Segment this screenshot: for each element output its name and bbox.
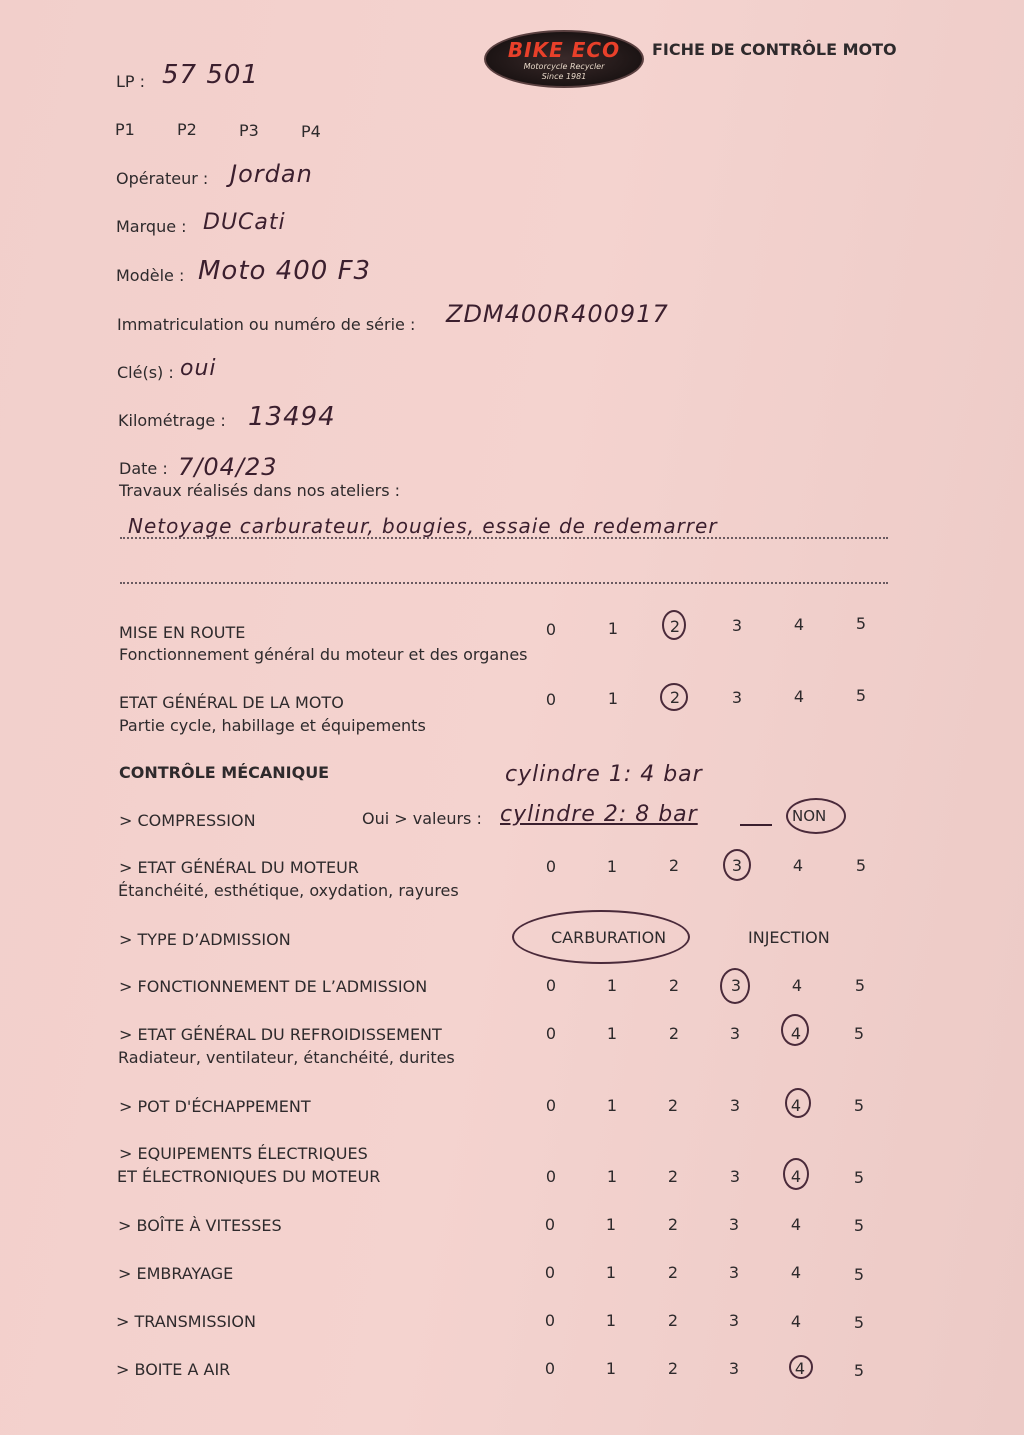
refroidissement-score-3[interactable]: 3 [729,1024,741,1043]
fonctionnement-admission-score-0[interactable]: 0 [545,976,557,995]
equipements-electriques-selected-circle [783,1158,809,1190]
position-p2[interactable]: P2 [177,120,197,139]
boite-vitesses-score-5[interactable]: 5 [853,1216,865,1235]
equipements-electriques-score-4[interactable]: 4 [790,1167,802,1186]
equipements-electriques-score-5[interactable]: 5 [853,1168,865,1187]
pot-echappement-score-5[interactable]: 5 [853,1096,865,1115]
embrayage-score-2[interactable]: 2 [667,1263,679,1282]
etat-moto-score-1[interactable]: 1 [607,689,619,708]
etat-moto-title: ETAT GÉNÉRAL DE LA MOTO [119,693,344,712]
embrayage-score-4[interactable]: 4 [790,1263,802,1282]
compression-non-option[interactable]: NON [792,807,827,825]
boite-vitesses-score-0[interactable]: 0 [544,1215,556,1234]
date-value[interactable]: 7/04/23 [178,453,278,481]
equipements-electriques-title: > EQUIPEMENTS ÉLECTRIQUES [119,1144,368,1163]
transmission-score-0[interactable]: 0 [544,1311,556,1330]
bike-eco-logo [484,30,644,88]
transmission-score-2[interactable]: 2 [667,1311,679,1330]
transmission-score-5[interactable]: 5 [853,1313,865,1332]
pot-echappement-score-3[interactable]: 3 [729,1096,741,1115]
operateur-label: Opérateur : [116,169,209,188]
lp-value[interactable]: 57 501 [162,60,259,90]
modele-label: Modèle : [116,266,185,285]
fonctionnement-admission-score-1[interactable]: 1 [606,976,618,995]
carburation-selected-circle [512,910,690,964]
logo-text: BIKE ECO [507,38,621,62]
boite-air-score-0[interactable]: 0 [544,1359,556,1378]
boite-vitesses-score-1[interactable]: 1 [605,1215,617,1234]
etat-moteur-title: > ETAT GÉNÉRAL DU MOTEUR [119,858,359,877]
transmission-score-1[interactable]: 1 [605,1311,617,1330]
etat-moteur-score-3[interactable]: 3 [731,856,743,875]
refroidissement-selected-circle [781,1014,809,1046]
boite-vitesses-score-2[interactable]: 2 [667,1215,679,1234]
mise-en-route-selected-circle [662,610,686,640]
fonctionnement-admission-score-5[interactable]: 5 [854,976,866,995]
immatriculation-label: Immatriculation ou numéro de série : [117,315,416,334]
kilometrage-value[interactable]: 13494 [248,402,336,432]
embrayage-title: > EMBRAYAGE [118,1264,234,1283]
etat-moto-selected-circle [660,683,688,711]
pot-echappement-score-0[interactable]: 0 [545,1096,557,1115]
boite-air-score-1[interactable]: 1 [605,1359,617,1378]
equipements-electriques-score-3[interactable]: 3 [729,1167,741,1186]
fonctionnement-admission-title: > FONCTIONNEMENT DE L’ADMISSION [119,977,428,996]
boite-air-score-2[interactable]: 2 [667,1359,679,1378]
refroidissement-score-5[interactable]: 5 [853,1024,865,1043]
boite-air-score-5[interactable]: 5 [853,1361,865,1380]
immatriculation-value[interactable]: ZDM400R400917 [446,300,669,328]
boite-air-score-4[interactable]: 4 [794,1359,806,1378]
equipements-electriques-score-1[interactable]: 1 [606,1167,618,1186]
etat-moteur-score-5[interactable]: 5 [855,856,867,875]
transmission-score-3[interactable]: 3 [728,1311,740,1330]
transmission-title: > TRANSMISSION [116,1312,256,1331]
etat-moto-score-0[interactable]: 0 [545,690,557,709]
etat-moto-score-5[interactable]: 5 [855,686,867,705]
etat-moteur-score-0[interactable]: 0 [545,857,557,876]
operateur-value[interactable]: Jordan [230,160,313,188]
refroidissement-subtitle: Radiateur, ventilateur, étanchéité, durites [118,1048,455,1067]
pot-echappement-selected-circle [785,1088,811,1118]
etat-moteur-score-4[interactable]: 4 [792,856,804,875]
etat-moto-subtitle: Partie cycle, habillage et équipements [119,716,426,735]
mise-en-route-score-2[interactable]: 2 [669,617,681,636]
type-admission-label: > TYPE D’ADMISSION [119,930,291,949]
date-label: Date : [119,459,168,478]
etat-moto-score-2[interactable]: 2 [669,688,681,707]
etat-moto-score-4[interactable]: 4 [793,687,805,706]
pot-echappement-score-2[interactable]: 2 [667,1096,679,1115]
form-title: FICHE DE CONTRÔLE MOTO [652,40,897,59]
mise-en-route-score-0[interactable]: 0 [545,620,557,639]
boite-vitesses-score-3[interactable]: 3 [728,1215,740,1234]
boite-vitesses-title: > BOÎTE À VITESSES [118,1216,282,1235]
compression-non-circle [786,798,846,834]
mise-en-route-score-4[interactable]: 4 [793,615,805,634]
embrayage-score-5[interactable]: 5 [853,1265,865,1284]
equipements-electriques-score-2[interactable]: 2 [667,1167,679,1186]
admission-carburation-option[interactable]: CARBURATION [551,928,667,947]
refroidissement-title: > ETAT GÉNÉRAL DU REFROIDISSEMENT [119,1025,442,1044]
boite-air-score-3[interactable]: 3 [728,1359,740,1378]
modele-value[interactable]: Moto 400 F3 [198,256,372,286]
pot-echappement-score-1[interactable]: 1 [606,1096,618,1115]
compression-cylinder-2[interactable]: cylindre 2: 8 bar [500,802,698,827]
boite-vitesses-score-4[interactable]: 4 [790,1215,802,1234]
travaux-line-2 [120,582,888,584]
refroidissement-score-2[interactable]: 2 [668,1024,680,1043]
mise-en-route-subtitle: Fonctionnement général du moteur et des organes [119,645,528,664]
boite-air-title: > BOITE A AIR [116,1360,231,1379]
boite-air-selected-circle [789,1355,813,1379]
fonctionnement-admission-score-3[interactable]: 3 [730,976,742,995]
travaux-value[interactable]: Netoyage carburateur, bougies, essaie de redemarrer [128,514,718,538]
compression-cylinder-1[interactable]: cylindre 1: 4 bar [505,762,703,787]
marque-value[interactable]: DUCati [203,210,286,235]
compression-dash [740,824,772,826]
embrayage-score-1[interactable]: 1 [605,1263,617,1282]
mise-en-route-title: MISE EN ROUTE [119,623,246,642]
travaux-label: Travaux réalisés dans nos ateliers : [119,481,401,500]
equipements-electriques-subtitle: ET ÉLECTRONIQUES DU MOTEUR [117,1167,381,1186]
cles-value[interactable]: oui [180,356,217,381]
fonctionnement-admission-score-4[interactable]: 4 [791,976,803,995]
pot-echappement-title: > POT D'ÉCHAPPEMENT [119,1097,311,1116]
pot-echappement-score-4[interactable]: 4 [790,1096,802,1115]
lp-label: LP : [116,72,146,91]
kilometrage-label: Kilométrage : [118,411,226,430]
logo-since: Since 1981 [541,72,587,81]
admission-injection-option[interactable]: INJECTION [748,928,830,947]
etat-moteur-score-1[interactable]: 1 [606,857,618,876]
transmission-score-4[interactable]: 4 [790,1312,802,1331]
position-p4[interactable]: P4 [301,122,321,141]
compression-label: > COMPRESSION [119,811,256,830]
etat-moteur-score-2[interactable]: 2 [668,856,680,875]
refroidissement-score-1[interactable]: 1 [606,1024,618,1043]
position-p1[interactable]: P1 [115,120,135,139]
etat-moto-score-3[interactable]: 3 [731,688,743,707]
mise-en-route-score-1[interactable]: 1 [607,619,619,638]
mise-en-route-score-5[interactable]: 5 [855,614,867,633]
equipements-electriques-score-0[interactable]: 0 [545,1167,557,1186]
position-p3[interactable]: P3 [239,121,259,140]
fonctionnement-admission-selected-circle [720,968,750,1004]
controle-mecanique-title: CONTRÔLE MÉCANIQUE [119,763,330,782]
fonctionnement-admission-score-2[interactable]: 2 [668,976,680,995]
mise-en-route-score-3[interactable]: 3 [731,616,743,635]
refroidissement-score-0[interactable]: 0 [545,1024,557,1043]
embrayage-score-3[interactable]: 3 [728,1263,740,1282]
cles-label: Clé(s) : [117,363,174,382]
etat-moteur-selected-circle [723,849,751,881]
logo-subtitle: Motorcycle Recycler [523,62,605,71]
embrayage-score-0[interactable]: 0 [544,1263,556,1282]
marque-label: Marque : [116,217,187,236]
compression-oui-label[interactable]: Oui > valeurs : [362,809,482,828]
etat-moteur-subtitle: Étanchéité, esthétique, oxydation, rayures [118,881,459,900]
refroidissement-score-4[interactable]: 4 [790,1024,802,1043]
